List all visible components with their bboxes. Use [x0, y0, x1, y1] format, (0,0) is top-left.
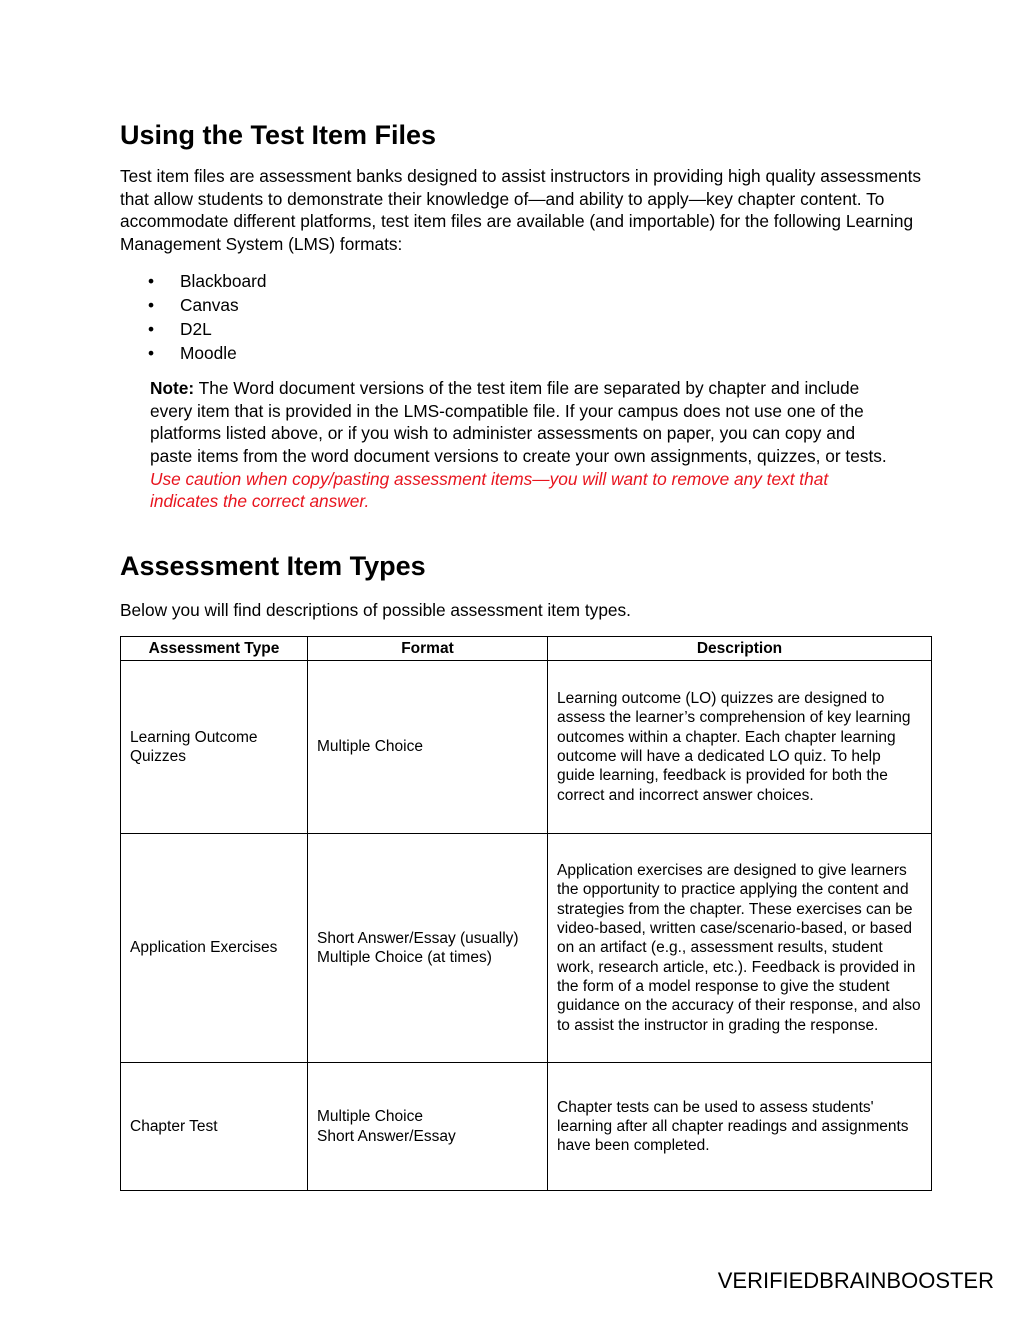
- format-cell: [308, 1063, 548, 1191]
- description-cell: Chapter tests can be used to assess students' learning after all chapter readings and assignments have been completed.: [548, 1063, 932, 1191]
- assessment-type-cell: Learning Outcome Quizzes: [121, 661, 308, 834]
- format-line: Multiple Choice (at times): [317, 949, 492, 967]
- description-cell: Learning outcome (LO) quizzes are designed to assess the learner’s comprehension of key learning outcomes within a chapter. Each chapter learning outcome will have a dedicated LO quiz. To help guide learning, feedback is provided for both the correct and incorrect answer choices.: [548, 661, 932, 834]
- section-heading-test-item-files: Using the Test Item Files: [120, 120, 437, 150]
- lms-format-label: Blackboard: [180, 270, 267, 291]
- assessment-intro: Below you will find descriptions of possible assessment item types.: [120, 600, 631, 621]
- bullet-icon: •: [148, 270, 155, 291]
- lms-format-list: [120, 269, 932, 365]
- assessment-type-cell: Application Exercises: [121, 834, 308, 1063]
- test-item-files-paragraph: Test item files are assessment banks designed to assist instructors in providing high quality assessments that allow students to demonstrate their knowledge of—and ability to apply—key chapter content. To accommodate different platforms, test item files are available (and importable) for the following Learning Management System (LMS) formats:: [120, 166, 922, 255]
- table-row: [121, 1063, 932, 1191]
- bullet-icon: •: [148, 294, 155, 315]
- note-label: Note:: [150, 377, 195, 398]
- format-line: Short Answer/Essay (usually): [317, 929, 519, 947]
- section-heading-assessment-item-types: Assessment Item Types: [120, 551, 426, 582]
- list-item: [120, 341, 932, 365]
- column-header-format: Format: [308, 637, 548, 661]
- format-cell: [308, 834, 548, 1063]
- assessment-type-cell: Chapter Test: [121, 1063, 308, 1191]
- table-header-row: [121, 637, 932, 661]
- format-line: Short Answer/Essay: [317, 1127, 456, 1145]
- description-cell: Application exercises are designed to give learners the opportunity to practice applying the content and strategies from the chapter. These exercises can be video-based, written case/scenario-based, or based on an artifact (e.g., assessment results, student work, research article, etc.). Feedback is provided in the form of a model response to give the student guidance on the accuracy of their response, and also to assist the instructor in grading the response.: [548, 834, 932, 1063]
- assessment-types-table: [120, 636, 932, 1191]
- table-row: [121, 661, 932, 834]
- column-header-assessment-type: Assessment Type: [121, 637, 308, 661]
- lms-format-label: Canvas: [180, 294, 239, 315]
- list-item: [120, 269, 932, 293]
- table-row: [121, 834, 932, 1063]
- lms-format-label: Moodle: [180, 342, 237, 363]
- format-line: Multiple Choice: [317, 1108, 423, 1126]
- list-item: [120, 317, 932, 341]
- bullet-icon: •: [148, 342, 155, 363]
- note-paragraph: [150, 377, 900, 513]
- note-text: The Word document versions of the test item file are separated by chapter and include every item that is provided in the LMS-compatible file. If your campus does not use one of the platforms listed above, or if you wish to administer assessments on paper, you can copy and paste items from the word document versions to create your own assignments, quizzes, or tests.: [150, 377, 887, 466]
- format-line: Multiple Choice: [317, 738, 423, 756]
- caution-text: Use caution when copy/pasting assessment items—you will want to remove any text that indicates the correct answer.: [150, 468, 829, 512]
- bullet-icon: •: [148, 318, 155, 339]
- format-cell: [308, 661, 548, 834]
- list-item: [120, 293, 932, 317]
- document-page: [120, 118, 932, 1191]
- footer-watermark: VERIFIEDBRAINBOOSTER: [717, 1268, 994, 1293]
- lms-format-label: D2L: [180, 318, 212, 339]
- column-header-description: Description: [548, 637, 932, 661]
